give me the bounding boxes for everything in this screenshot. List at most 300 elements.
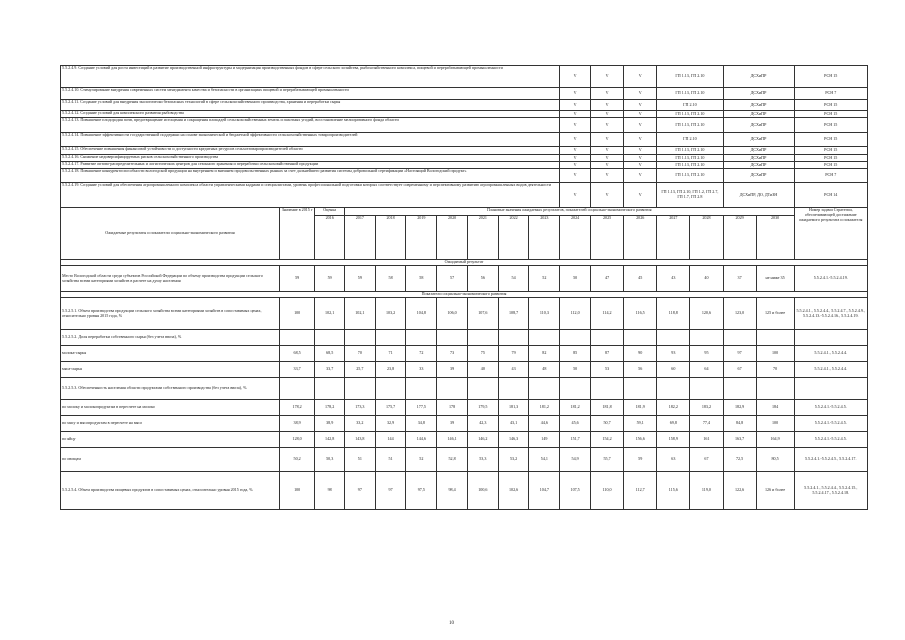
indicator-value: 151,7 xyxy=(560,432,591,448)
indicator-value: 123,0 xyxy=(723,298,756,330)
indicator-value: 59 xyxy=(624,448,657,472)
indicator-value: 116,5 xyxy=(624,298,657,330)
indicator-value: 128,0 xyxy=(279,432,314,448)
task-rsn: РСН 15 xyxy=(794,162,868,169)
indicator-value: 54 xyxy=(498,266,529,292)
indicator-value: 142,8 xyxy=(315,432,345,448)
task-mark: V xyxy=(591,118,624,133)
indicator-value: 53,2 xyxy=(498,448,529,472)
indicator-value: 146,1 xyxy=(437,432,468,448)
indicator-value: 53,3 xyxy=(467,448,498,472)
task-row xyxy=(61,155,868,162)
indicator-value: 161 xyxy=(690,432,723,448)
indicator-value: 38,9 xyxy=(279,416,314,432)
task-program-ref: ГП 1.13, ГП 2.10 xyxy=(657,66,723,88)
indicator-value: 50 xyxy=(560,362,591,378)
task-responsible: ДСХиПР xyxy=(723,169,794,183)
indicator-value-empty xyxy=(279,330,314,346)
indicator-value: 178 xyxy=(437,400,468,416)
task-mark: V xyxy=(560,100,591,111)
indicator-value: 50 xyxy=(560,266,591,292)
indicator-value: 47 xyxy=(591,266,624,292)
indicator-task-ref: 5.5.2.4.1., 5.5.2.4.4., 5.5.2.4.15., 5.5.2.4.17., 5.5.2.4.18. xyxy=(794,472,868,510)
results-label-header: Ожидаемые результаты и показатели социально-экономического развития xyxy=(61,208,280,260)
indicator-value: 59 xyxy=(344,266,375,292)
indicator-value-empty xyxy=(624,330,657,346)
year-header: 2021 xyxy=(467,216,498,260)
indicator-value: 90 xyxy=(624,346,657,362)
indicator-value: 72,5 xyxy=(723,448,756,472)
indicator-value: 80,5 xyxy=(756,448,794,472)
task-mark: V xyxy=(624,169,657,183)
indicator-row xyxy=(61,432,868,448)
indicator-value: 118,8 xyxy=(657,298,690,330)
indicator-row xyxy=(61,448,868,472)
task-number-header: Номер задачи Стратегии, обеспечивающей достижение ожидаемого результата и показателя xyxy=(794,208,868,260)
indicator-label: молока-сырья xyxy=(61,346,280,362)
indicator-value: 98 xyxy=(315,472,345,510)
indicator-value: 45 xyxy=(624,266,657,292)
year-header: 2017 xyxy=(344,216,375,260)
indicator-label: по овощам xyxy=(61,448,280,472)
indicator-value-empty xyxy=(344,330,375,346)
base-year-header: Значение в 2015 г xyxy=(279,208,314,260)
indicator-value: 63 xyxy=(657,448,690,472)
indicator-value: 50,7 xyxy=(591,416,624,432)
task-rsn: РСН 15 xyxy=(794,155,868,162)
indicator-value: 43 xyxy=(498,362,529,378)
indicator-value: 100,6 xyxy=(467,472,498,510)
task-text: 5.5.2.4.12. Создание условий для комплексного развития рыбоводства xyxy=(61,111,560,118)
indicator-value-empty xyxy=(315,378,345,400)
indicator-row xyxy=(61,298,868,330)
indicator-row xyxy=(61,266,868,292)
indicator-value: 119,0 xyxy=(690,472,723,510)
indicator-task-ref: 5.5.2.4.1.-5.5.2.4.5. xyxy=(794,432,868,448)
indicator-value: 179,5 xyxy=(467,400,498,416)
year-header: 2019 xyxy=(406,216,437,260)
indicator-value: 51 xyxy=(375,448,406,472)
estimate-header: Оценка xyxy=(315,208,345,216)
indicator-value: 67 xyxy=(690,448,723,472)
indicator-value: 95 xyxy=(690,346,723,362)
task-text: 5.5.2.4.16. Снижение недиверсифицируемых рисков сельскохозяйственного производства xyxy=(61,155,560,162)
year-header: 2020 xyxy=(437,216,468,260)
task-responsible: ДСХиПР xyxy=(723,162,794,169)
task-program-ref: ГП 1.13, ГП 2.10, ГП 1.2, ГП 2.7, ГП 1.7, ГП 2.8 xyxy=(657,183,723,208)
indicator-value: 102,1 xyxy=(315,298,345,330)
section-indicators: Показатели социально-экономического развития xyxy=(61,292,868,298)
indicator-value: 39 xyxy=(437,416,468,432)
task-rsn: РСН 15 xyxy=(794,100,868,111)
year-header: 2023 xyxy=(529,216,560,260)
indicator-value: 122,6 xyxy=(723,472,756,510)
indicator-value-empty xyxy=(690,378,723,400)
indicator-value: 71 xyxy=(375,346,406,362)
indicator-row xyxy=(61,472,868,510)
task-mark: V xyxy=(624,133,657,147)
task-row xyxy=(61,133,868,147)
year-header: 2024 xyxy=(560,216,591,260)
indicator-task-ref: 5.5.2.4.1.-5.5.2.4.5. xyxy=(794,416,868,432)
task-mark: V xyxy=(624,66,657,88)
indicator-value: 103,2 xyxy=(375,298,406,330)
indicator-value-empty xyxy=(624,378,657,400)
task-text: 5.5.2.4.9. Создание условий для роста инвестиций в развитие производственной инфраструктуры и модернизация производственных фондов в сфере сельского хозяйства, рыбохозяйственного комплекса, пищевой и перерабатывающей промышленности xyxy=(61,66,560,88)
indicator-value-empty xyxy=(657,378,690,400)
indicator-value: 97 xyxy=(723,346,756,362)
indicator-value-empty xyxy=(756,330,794,346)
indicator-value: 110,3 xyxy=(529,298,560,330)
task-program-ref: ГП 1.13, ГП 2.10 xyxy=(657,118,723,133)
year-header: 2026 xyxy=(624,216,657,260)
task-rsn: РСН 7 xyxy=(794,88,868,100)
indicator-value: 57 xyxy=(437,266,468,292)
task-text: 5.5.2.4.18. Повышение конкурентоспособности вологодской продукции на внутреннем и внешнем продовольственных рынках за счет дальнейшего развития системы добровольной сертификации «Настоящий Вологодский продукт» xyxy=(61,169,560,183)
task-responsible: ДСХиПР xyxy=(723,66,794,88)
indicator-value: 182,9 xyxy=(723,400,756,416)
indicator-value: 56 xyxy=(467,266,498,292)
task-program-ref: ГП 1.13, ГП 2.10 xyxy=(657,88,723,100)
year-header: 2016 xyxy=(315,216,345,260)
section-expected: Ожидаемый результат xyxy=(61,260,868,266)
task-text: 5.5.2.4.17. Развитие оптово-распределительных и логистических центров для сезонного хранения и переработки сельскохозяйственной продукции xyxy=(61,162,560,169)
indicator-value: 42,3 xyxy=(467,416,498,432)
indicator-value: 59,1 xyxy=(624,416,657,432)
task-text: 5.5.2.4.11. Создание условий для внедрения экологически безопасных технологий в сфере сельскохозяйственного производства, хранения и переработки сырья xyxy=(61,100,560,111)
indicator-value: 164,9 xyxy=(756,432,794,448)
indicator-value: 84,8 xyxy=(723,416,756,432)
indicator-value: 97 xyxy=(344,472,375,510)
task-text: 5.5.2.4.10. Стимулирование внедрения современных систем менеджмента качества и безопасности в организациях пищевой и перерабатывающей промышленности xyxy=(61,88,560,100)
task-text: 5.5.2.4.13. Повышение плодородия почв, предотвращение истощения и сокращения площадей сельскохозяйственных земель и пахотных угодий, восстановление мелиоративного фонда области xyxy=(61,118,560,133)
indicator-label: 5.5.2.5.4. Объем производства пищевых продуктов в сопоставимых ценах, относительно уровня 2015 года, % xyxy=(61,472,280,510)
indicator-value: 50,2 xyxy=(279,448,314,472)
indicator-value-empty xyxy=(467,330,498,346)
indicator-value: 55,7 xyxy=(591,448,624,472)
indicator-value: 181,9 xyxy=(624,400,657,416)
indicator-value: 67 xyxy=(723,362,756,378)
indicator-value: 70 xyxy=(344,346,375,362)
indicator-value: 181,2 xyxy=(560,400,591,416)
task-program-ref: ГП 1.13, ГП 2.10 xyxy=(657,162,723,169)
indicator-value: 108,7 xyxy=(498,298,529,330)
indicator-value-empty xyxy=(591,378,624,400)
indicator-value: 69,8 xyxy=(657,416,690,432)
indicator-value: 72 xyxy=(406,346,437,362)
indicator-value: 43 xyxy=(657,266,690,292)
indicator-value: 120,6 xyxy=(690,298,723,330)
indicator-value: 107,6 xyxy=(467,298,498,330)
task-row xyxy=(61,88,868,100)
indicator-value: 60 xyxy=(657,362,690,378)
indicator-task-ref: 5.5.2.4.1., 5.5.2.4.4., 5.5.2.4.7., 5.5.2.4.9., 5.5.2.4.13.-5.5.2.4.16., 5.5.2.4.19. xyxy=(794,298,868,330)
indicator-value: 79 xyxy=(498,346,529,362)
task-responsible: ДСХиПР xyxy=(723,118,794,133)
indicator-value-empty xyxy=(690,330,723,346)
indicator-value: 39 xyxy=(437,362,468,378)
task-mark: V xyxy=(624,100,657,111)
indicator-value-empty xyxy=(560,378,591,400)
task-row xyxy=(61,118,868,133)
indicator-value-empty xyxy=(315,330,345,346)
task-responsible: ДСХиПР, ДО, ДТиЗН xyxy=(723,183,794,208)
year-header: 2027 xyxy=(657,216,690,260)
indicator-value: 44,6 xyxy=(529,416,560,432)
indicator-value: 100 xyxy=(756,346,794,362)
indicator-value: 58 xyxy=(375,266,406,292)
indicator-value: 181,3 xyxy=(498,400,529,416)
indicator-value: 54,9 xyxy=(560,448,591,472)
indicator-task-ref: 5.5.2.4.1., 5.5.2.4.4. xyxy=(794,362,868,378)
task-mark: V xyxy=(624,183,657,208)
indicator-value: 102,1 xyxy=(344,298,375,330)
indicator-value: 183,2 xyxy=(690,400,723,416)
indicator-value: 100 xyxy=(279,298,314,330)
page-number: 10 xyxy=(449,621,454,626)
indicator-value: 59 xyxy=(315,266,345,292)
indicator-value: 146,3 xyxy=(498,432,529,448)
task-row xyxy=(61,169,868,183)
indicator-row xyxy=(61,416,868,432)
indicator-value-empty xyxy=(279,378,314,400)
indicator-value: 102,6 xyxy=(498,472,529,510)
indicator-value-empty xyxy=(723,378,756,400)
indicator-value-empty xyxy=(657,330,690,346)
indicator-value: 33,2 xyxy=(344,416,375,432)
indicator-value: 112,7 xyxy=(624,472,657,510)
indicator-value: 178,2 xyxy=(279,400,314,416)
indicator-value: 73 xyxy=(437,346,468,362)
task-mark: V xyxy=(591,100,624,111)
year-header: 2025 xyxy=(591,216,624,260)
task-responsible: ДСХиПР xyxy=(723,133,794,147)
indicator-label: по яйцу xyxy=(61,432,280,448)
indicator-value: 43,1 xyxy=(498,416,529,432)
indicator-value: 146,2 xyxy=(467,432,498,448)
indicator-value: 181,2 xyxy=(529,400,560,416)
task-text: 5.5.2.4.14. Повышение эффективности государственной поддержки на основе экономической и бюджетной эффективности сельскохозяйственных товаропроизводителей xyxy=(61,133,560,147)
indicator-value: 33,7 xyxy=(279,362,314,378)
indicator-label: 5.5.2.5.2. Доля переработки собственного сырья (без учета ввоза), % xyxy=(61,330,280,346)
task-mark: V xyxy=(591,111,624,118)
task-rsn: РСН 15 xyxy=(794,147,868,155)
indicator-value-empty xyxy=(529,330,560,346)
task-mark: V xyxy=(560,169,591,183)
task-mark: V xyxy=(591,133,624,147)
indicator-value: 53 xyxy=(591,362,624,378)
year-header: 2028 xyxy=(690,216,723,260)
task-program-ref: ГП 1.13, ГП 2.10 xyxy=(657,155,723,162)
indicator-value-empty xyxy=(406,330,437,346)
indicator-value: 154,2 xyxy=(591,432,624,448)
indicator-value: 156,6 xyxy=(624,432,657,448)
indicator-value: 48 xyxy=(529,362,560,378)
indicator-value: 178,2 xyxy=(315,400,345,416)
indicator-value-empty xyxy=(437,378,468,400)
task-mark: V xyxy=(560,155,591,162)
indicator-value: 59 xyxy=(279,266,314,292)
indicator-value: 51 xyxy=(344,448,375,472)
indicator-value: 144 xyxy=(375,432,406,448)
task-mark: V xyxy=(560,66,591,88)
indicator-value-empty xyxy=(723,330,756,346)
indicator-value: 23,8 xyxy=(375,362,406,378)
indicator-value: 163,7 xyxy=(723,432,756,448)
indicator-label: 5.5.2.5.3. Обеспеченность населения области продуктами собственного производства (без учета ввоза), % xyxy=(61,378,280,400)
indicator-value: 100 xyxy=(279,472,314,510)
indicator-value: 54,1 xyxy=(529,448,560,472)
task-mark: V xyxy=(591,155,624,162)
indicator-value: 110,0 xyxy=(591,472,624,510)
task-row xyxy=(61,147,868,155)
indicator-task-ref xyxy=(794,330,868,346)
task-mark: V xyxy=(624,88,657,100)
indicator-label: Место Вологодской области среди субъектов Российской Федерации по объему производства продукции сельского хозяйства всеми категориями хозяйств в расчете на душу населения xyxy=(61,266,280,292)
task-row xyxy=(61,66,868,88)
indicator-value: 97 xyxy=(375,472,406,510)
indicator-value: 149 xyxy=(529,432,560,448)
indicator-label: мяса-сырья xyxy=(61,362,280,378)
task-row xyxy=(61,100,868,111)
indicator-row xyxy=(61,346,868,362)
indicator-value-empty xyxy=(406,378,437,400)
task-mark: V xyxy=(591,169,624,183)
task-mark: V xyxy=(591,147,624,155)
task-program-ref: ГП 1.13, ГП 2.10 xyxy=(657,147,723,155)
indicator-value: 184 xyxy=(756,400,794,416)
indicator-value: 98,4 xyxy=(437,472,468,510)
task-responsible: ДСХиПР xyxy=(723,147,794,155)
indicator-row xyxy=(61,400,868,416)
indicator-label: 5.5.2.5.1. Объем производства продукции сельского хозяйства всеми категориями хозяйств в сопоставимых ценах, относительно уровня 2015 года, % xyxy=(61,298,280,330)
task-rsn: РСН 15 xyxy=(794,133,868,147)
indicator-value: 104,8 xyxy=(406,298,437,330)
indicator-value: 52 xyxy=(406,448,437,472)
indicator-label: по молоку и молокопродуктам в пересчете на молоко xyxy=(61,400,280,416)
indicator-row xyxy=(61,330,868,346)
task-program-ref: ГП 2.10 xyxy=(657,100,723,111)
indicator-value: 100 xyxy=(756,416,794,432)
indicator-value: 64 xyxy=(690,362,723,378)
task-mark: V xyxy=(560,183,591,208)
indicator-task-ref xyxy=(794,378,868,400)
indicator-value: 173,3 xyxy=(344,400,375,416)
indicator-value: 40 xyxy=(690,266,723,292)
task-mark: V xyxy=(591,162,624,169)
task-mark: V xyxy=(624,147,657,155)
indicator-value: 56 xyxy=(624,362,657,378)
task-responsible: ДСХиПР xyxy=(723,100,794,111)
task-rsn: РСН 15 xyxy=(794,111,868,118)
indicator-value: 33,7 xyxy=(315,362,345,378)
indicator-value: 70 xyxy=(756,362,794,378)
indicator-value: 143,8 xyxy=(344,432,375,448)
task-mark: V xyxy=(624,155,657,162)
task-rsn: РСН 15 xyxy=(794,66,868,88)
indicator-label: по мясу и мясопродуктам в пересчете на мясо xyxy=(61,416,280,432)
task-mark: V xyxy=(591,183,624,208)
tasks-section xyxy=(61,66,868,208)
strategy-table xyxy=(60,65,868,510)
indicator-value: 34,8 xyxy=(406,416,437,432)
indicator-value: 97,5 xyxy=(406,472,437,510)
indicator-value: не ниже 35 xyxy=(756,266,794,292)
indicator-value-empty xyxy=(529,378,560,400)
task-mark: V xyxy=(560,111,591,118)
indicator-value: 77,4 xyxy=(690,416,723,432)
document-page xyxy=(60,65,868,626)
indicator-value-empty xyxy=(375,330,406,346)
year-header: 2030 xyxy=(756,216,794,260)
task-responsible: ДСХиПР xyxy=(723,88,794,100)
indicator-value: 25,7 xyxy=(344,362,375,378)
planned-header: Плановые значения ожидаемых результатов, показателей социально-экономического развития xyxy=(344,208,794,216)
task-row xyxy=(61,162,868,169)
task-rsn: РСН 14 xyxy=(794,183,868,208)
indicator-value: 82 xyxy=(529,346,560,362)
task-responsible: ДСХиПР xyxy=(723,111,794,118)
task-mark: V xyxy=(560,133,591,147)
task-mark: V xyxy=(624,162,657,169)
indicator-value: 181,8 xyxy=(591,400,624,416)
indicator-value-empty xyxy=(467,378,498,400)
indicator-value: 68,5 xyxy=(315,346,345,362)
task-mark: V xyxy=(591,66,624,88)
indicator-value-empty xyxy=(375,378,406,400)
indicator-value-empty xyxy=(437,330,468,346)
indicator-value-empty xyxy=(591,330,624,346)
task-row xyxy=(61,111,868,118)
results-section xyxy=(61,208,868,510)
indicator-value-empty xyxy=(498,378,529,400)
indicator-value: 112,0 xyxy=(560,298,591,330)
indicator-value: 93 xyxy=(657,346,690,362)
task-mark: V xyxy=(560,118,591,133)
indicator-value: 85 xyxy=(560,346,591,362)
indicator-value: 104,7 xyxy=(529,472,560,510)
year-header: 2022 xyxy=(498,216,529,260)
task-row xyxy=(61,183,868,208)
indicator-value-empty xyxy=(756,378,794,400)
year-header: 2029 xyxy=(723,216,756,260)
task-mark: V xyxy=(624,111,657,118)
indicator-value: 32,9 xyxy=(375,416,406,432)
indicator-value: 38,9 xyxy=(315,416,345,432)
task-program-ref: ГП 2.10 xyxy=(657,133,723,147)
indicator-value: 45,6 xyxy=(560,416,591,432)
indicator-value: 182,2 xyxy=(657,400,690,416)
task-mark: V xyxy=(560,162,591,169)
indicator-value: 107,5 xyxy=(560,472,591,510)
indicator-row xyxy=(61,378,868,400)
task-rsn: РСН 7 xyxy=(794,169,868,183)
indicator-value: 177,5 xyxy=(406,400,437,416)
indicator-value: 126 и более xyxy=(756,472,794,510)
indicator-value: 52,8 xyxy=(437,448,468,472)
indicator-value: 144,6 xyxy=(406,432,437,448)
task-mark: V xyxy=(624,118,657,133)
indicator-value: 68,5 xyxy=(279,346,314,362)
indicator-value: 106,0 xyxy=(437,298,468,330)
indicator-value: 175,7 xyxy=(375,400,406,416)
indicator-value: 58 xyxy=(406,266,437,292)
indicator-value: 158,9 xyxy=(657,432,690,448)
indicator-task-ref: 5.5.2.4.1.-5.5.2.4.19. xyxy=(794,266,868,292)
task-program-ref: ГП 1.13, ГП 2.10 xyxy=(657,169,723,183)
task-mark: V xyxy=(560,147,591,155)
indicator-value: 52 xyxy=(529,266,560,292)
